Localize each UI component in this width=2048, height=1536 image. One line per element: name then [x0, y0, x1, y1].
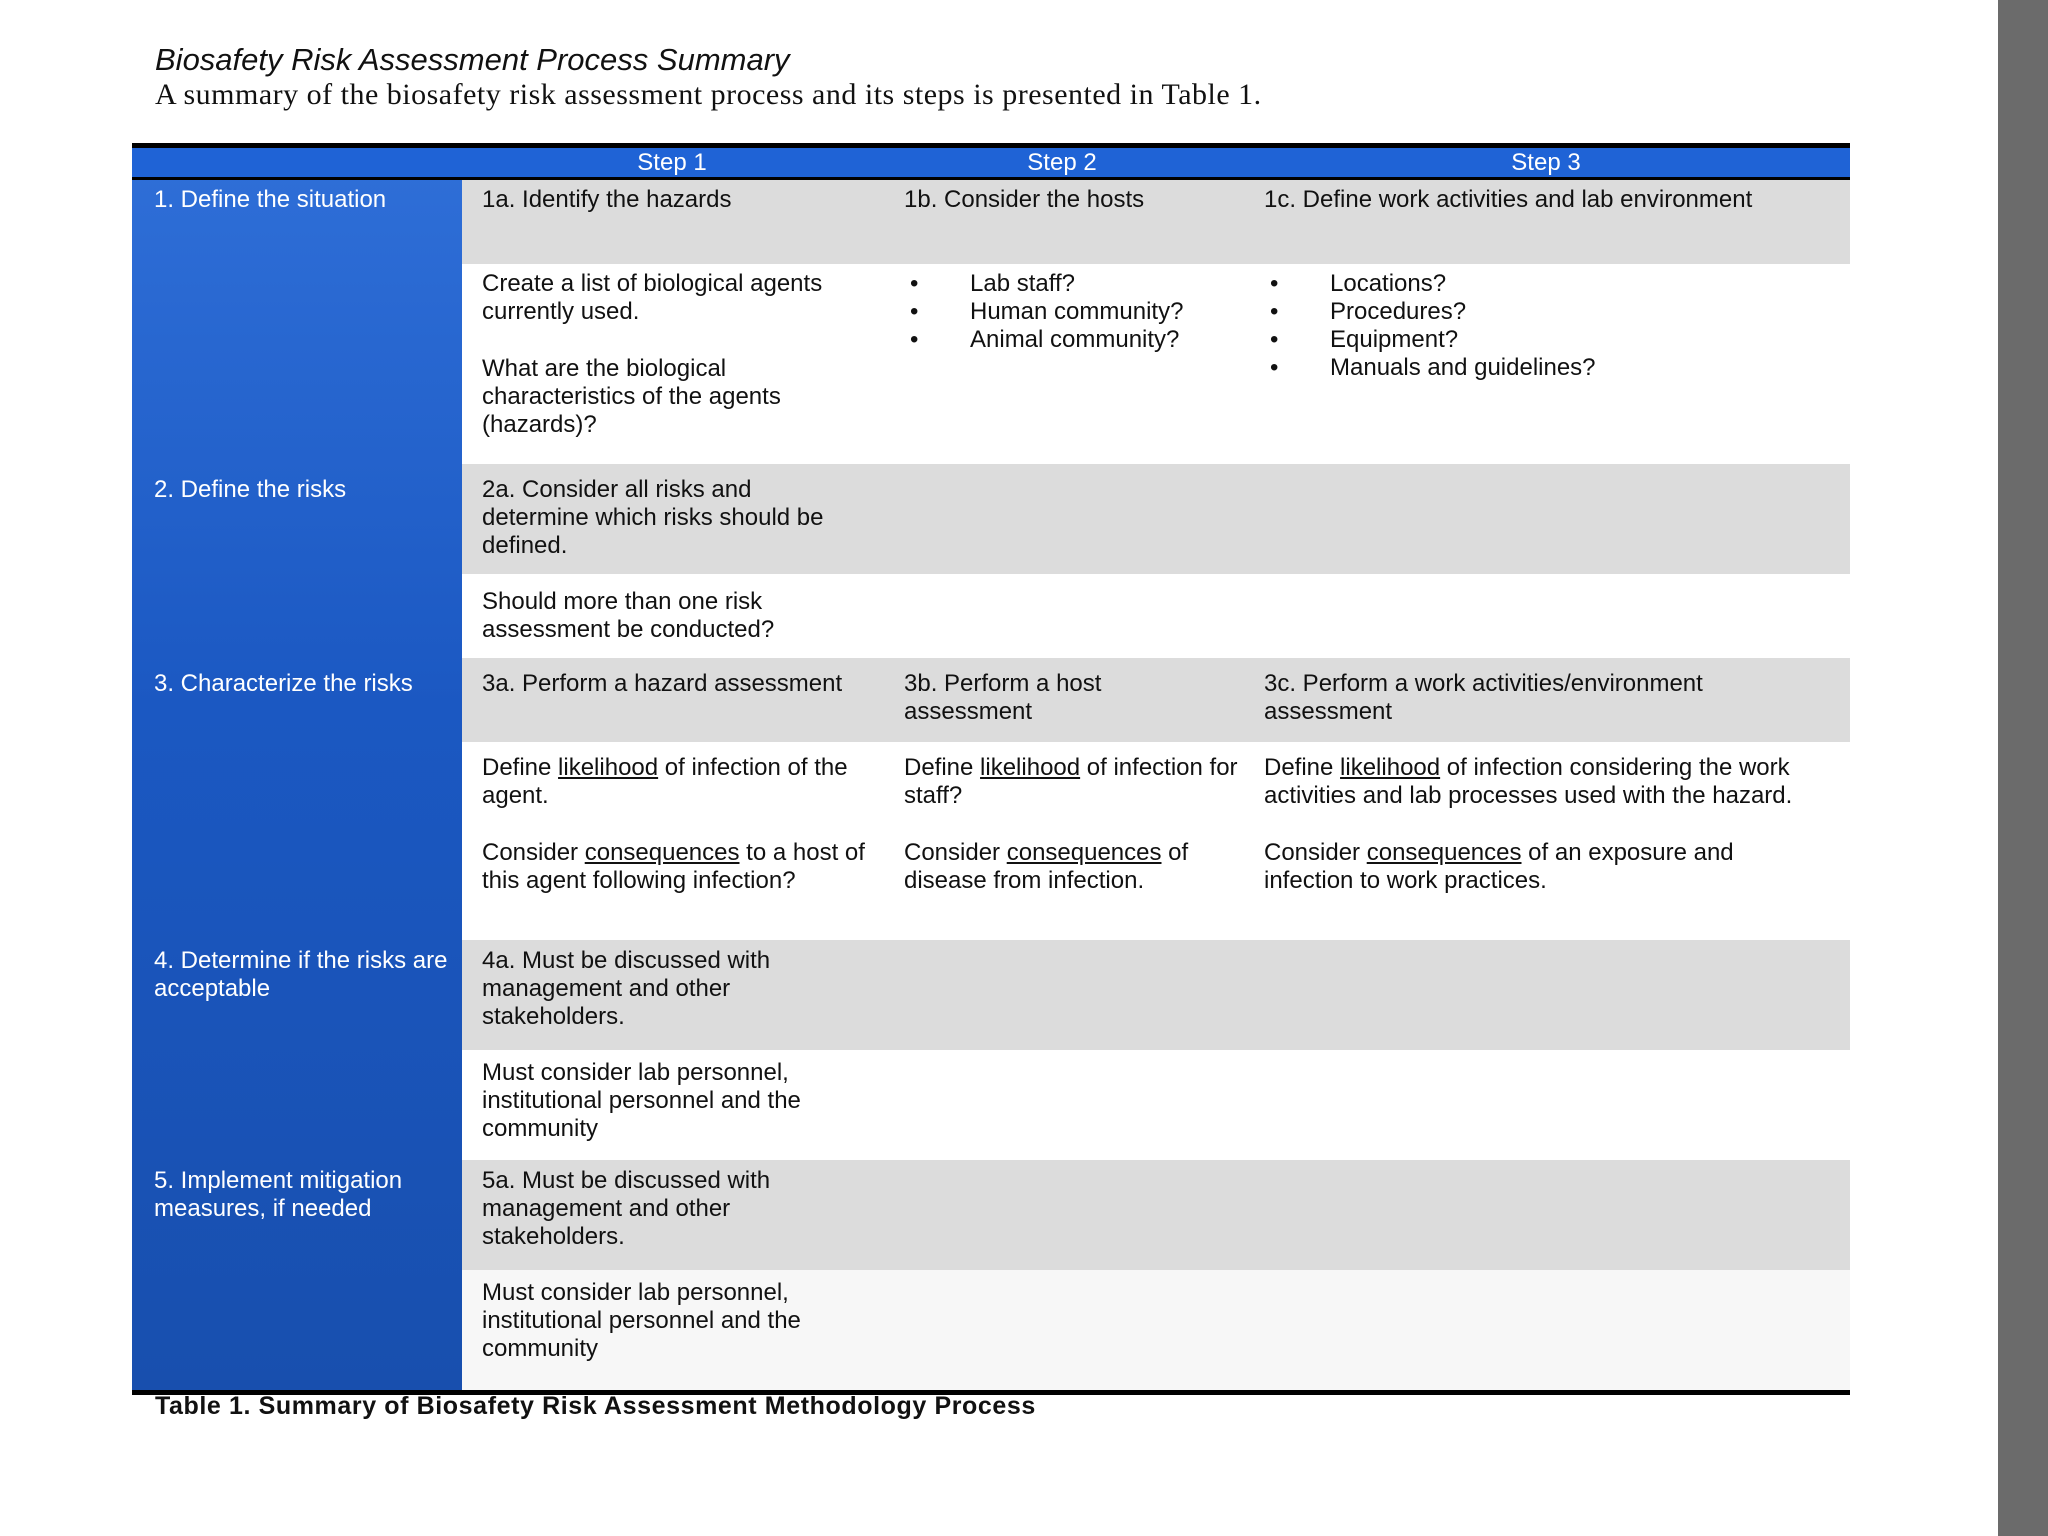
cell-3c-body: [1264, 754, 1824, 895]
cell-4a-body: Must consider lab personnel, institutional personnel and the community: [482, 1059, 801, 1142]
cell-3a-heading: 3a. Perform a hazard assessment: [482, 670, 843, 697]
cell-4a-heading: 4a. Must be discussed with management and other stakeholders.: [482, 947, 771, 1030]
cell-3a-body: [482, 754, 867, 895]
bullet-icon: •: [910, 270, 919, 297]
bullet-icon: •: [910, 326, 919, 353]
cell-3c-consequences-text: Consider consequences of an exposure and infection to work practices.: [1264, 839, 1734, 894]
environment-list-item: • Locations?: [1270, 270, 1447, 297]
cell-1a-paragraph-1: Create a list of biological agents currently used.: [482, 270, 823, 325]
host-list-item: • Animal community?: [910, 326, 1180, 353]
environment-list-item: • Procedures?: [1270, 298, 1467, 325]
right-edge-bar: [1998, 0, 2048, 1536]
cell-1a-paragraph-2: What are the biological characteristics of the agents (hazards)?: [482, 355, 781, 438]
column-header-step-2: Step 2: [1027, 149, 1097, 176]
risk-assessment-table: [132, 143, 1850, 1395]
environment-list-item: • Manuals and guidelines?: [1270, 354, 1596, 381]
stage-2-label: 2. Define the risks: [154, 476, 347, 503]
column-header-step-3: Step 3: [1511, 149, 1581, 176]
cell-5a-heading: 5a. Must be discussed with management and other stakeholders.: [482, 1167, 771, 1250]
bullet-icon: •: [910, 298, 919, 325]
cell-5a-body: Must consider lab personnel, institutional personnel and the community: [482, 1279, 801, 1362]
host-list-item: • Human community?: [910, 298, 1184, 325]
cell-3c-heading: 3c. Perform a work activities/environment assessment: [1264, 670, 1703, 725]
column-header-step-1: Step 1: [637, 149, 707, 176]
cell-1b-heading: 1b. Consider the hosts: [904, 186, 1145, 213]
bullet-icon: •: [1270, 270, 1279, 297]
cell-3b-body: [904, 754, 1239, 895]
document-heading: Biosafety Risk Assessment Process Summary: [155, 42, 790, 77]
host-list-item: • Lab staff?: [910, 270, 1075, 297]
cell-3a-consequences-text: Consider consequences to a host of this agent following infection?: [482, 839, 865, 894]
host-list: [904, 270, 1244, 354]
intro-sentence: A summary of the biosafety risk assessment process and its steps is presented in Table 1.: [155, 78, 1262, 111]
cell-1a-body: [482, 270, 872, 439]
cell-2a-heading: 2a. Consider all risks and determine which risks should be defined.: [482, 476, 824, 559]
bullet-icon: •: [1270, 326, 1279, 353]
cell-3b-consequences-text: Consider consequences of disease from infection.: [904, 839, 1189, 894]
cell-2a-body: Should more than one risk assessment be conducted?: [482, 588, 775, 643]
table-header-row: [132, 148, 1850, 180]
cell-3a-likelihood-text: Define likelihood of infection of the agent.: [482, 754, 848, 809]
bullet-icon: •: [1270, 354, 1279, 381]
cell-1b-body: [904, 270, 1244, 354]
stage-3-label: 3. Characterize the risks: [154, 670, 413, 697]
cell-1a-heading: 1a. Identify the hazards: [482, 186, 732, 213]
environment-list-item: • Equipment?: [1270, 326, 1459, 353]
stage-4-label: 4. Determine if the risks are acceptable: [154, 947, 448, 1002]
cell-3b-heading: 3b. Perform a host assessment: [904, 670, 1102, 725]
cell-1c-heading: 1c. Define work activities and lab environment: [1264, 186, 1753, 213]
cell-3c-likelihood-text: Define likelihood of infection considering the work activities and lab processes used with the hazard.: [1264, 754, 1793, 809]
work-environment-list: [1264, 270, 1784, 382]
cell-3b-likelihood-text: Define likelihood of infection for staff?: [904, 754, 1238, 809]
table-caption: Table 1. Summary of Biosafety Risk Assessment Methodology Process: [155, 1392, 1036, 1420]
cell-1c-body: [1264, 270, 1784, 382]
bullet-icon: •: [1270, 298, 1279, 325]
stage-1-label: 1. Define the situation: [154, 186, 387, 213]
stage-5-label: 5. Implement mitigation measures, if needed: [154, 1167, 403, 1222]
